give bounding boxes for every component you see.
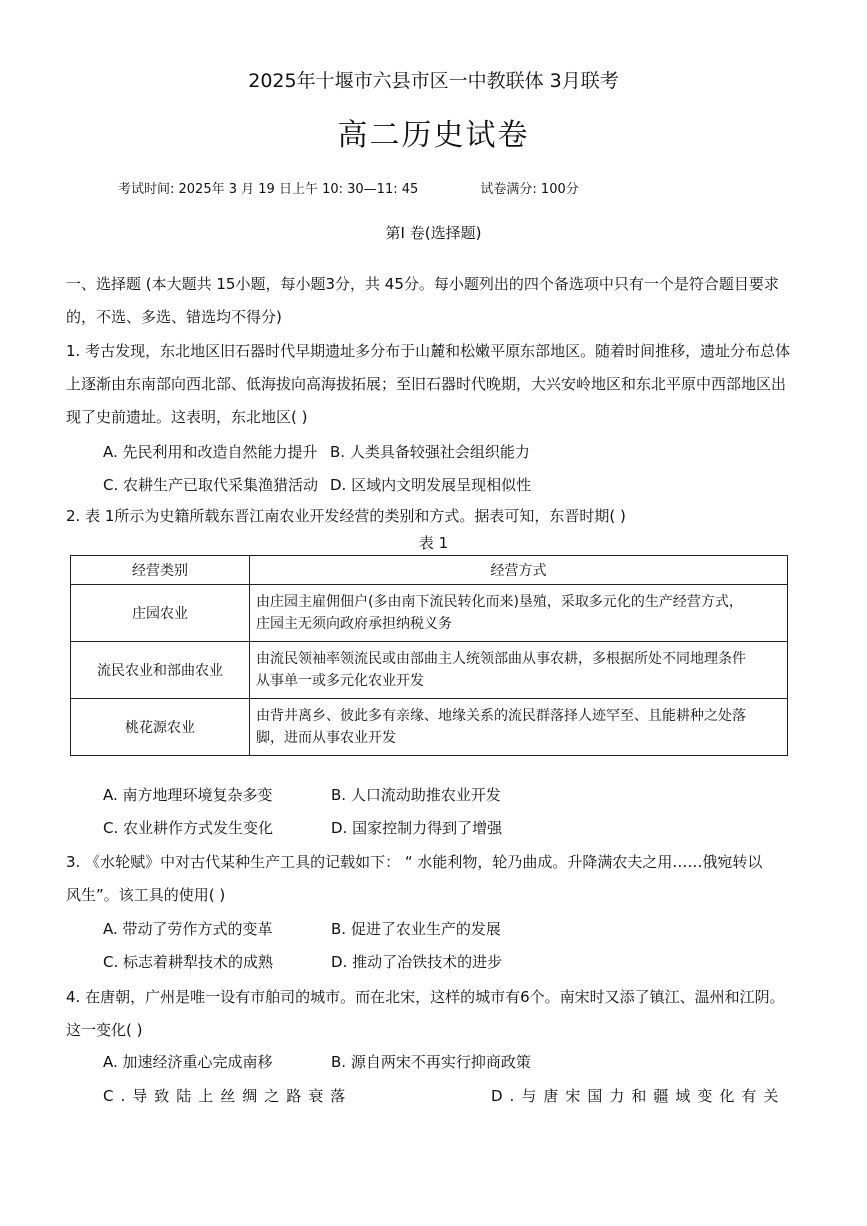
option-d: D. 推动了冶铁技术的进步 bbox=[331, 953, 503, 971]
option-b: B. 人口流动助推农业开发 bbox=[331, 786, 501, 804]
exam-title: 高二历史试卷 bbox=[337, 118, 530, 153]
section-intro bbox=[66, 268, 806, 334]
table-header-category: 经营类别 bbox=[71, 556, 250, 585]
question-2-options-row-1 bbox=[103, 784, 501, 805]
table-row bbox=[71, 642, 788, 699]
question-line: 2. 表 1所示为史籍所载东晋江南农业开发经营的类别和方式。据表可知，东晋时期( ) bbox=[66, 507, 626, 525]
method-line: 由庄园主雇佣佃户(多由南下流民转化而来)垦殖，采取多元化的生产经营方式， bbox=[256, 594, 743, 610]
option-c: C.导致陆上丝绸之路衰落 bbox=[103, 1087, 353, 1105]
option-a: A. 加速经济重心完成南移 bbox=[103, 1053, 273, 1071]
exam-time: 考试时间: 2025年 3 月 19 日上午 10: 30—11: 45 bbox=[118, 182, 419, 197]
question-1-options-row-1 bbox=[103, 441, 530, 462]
method-line: 从事单一或多元化农业开发 bbox=[256, 673, 424, 689]
option-c: C. 农耕生产已取代采集渔猎活动 bbox=[103, 476, 319, 494]
volume-title: 第Ⅰ 卷(选择题) bbox=[385, 224, 482, 242]
question-3-options-row-1 bbox=[103, 918, 501, 939]
question-4-options-row-2 bbox=[103, 1085, 785, 1106]
option-b: B. 促进了农业生产的发展 bbox=[331, 920, 501, 938]
option-d: D. 区域内文明发展呈现相似性 bbox=[330, 476, 532, 494]
exam-score: 试卷满分: 100分 bbox=[480, 182, 579, 197]
option-a: A. 南方地理环境复杂多变 bbox=[103, 786, 273, 804]
exam-info bbox=[118, 178, 579, 197]
table-cell-method bbox=[250, 699, 788, 756]
question-2-options-row-2 bbox=[103, 817, 502, 838]
exam-header: 2025年十堰市六县市区一中教联体 3月联考 bbox=[248, 70, 619, 92]
method-line: 庄园主无须向政府承担纳税义务 bbox=[256, 616, 452, 632]
question-2-stem bbox=[66, 500, 806, 533]
table-row bbox=[71, 585, 788, 642]
question-1-options-row-2 bbox=[103, 474, 531, 495]
option-b: B. 人类具备较强社会组织能力 bbox=[330, 443, 530, 461]
option-b: B. 源自两宋不再实行抑商政策 bbox=[331, 1053, 531, 1071]
option-a: A. 带动了劳作方式的变革 bbox=[103, 920, 273, 938]
question-1-stem bbox=[66, 335, 806, 434]
table-header-row bbox=[71, 556, 788, 585]
table-cell-method bbox=[250, 642, 788, 699]
method-line: 由背井离乡、彼此多有亲缘、地缘关系的流民群落择人迹罕至、且能耕种之处落 bbox=[256, 708, 746, 724]
table-header-method: 经营方式 bbox=[250, 556, 788, 585]
option-c: C. 标志着耕犁技术的成熟 bbox=[103, 953, 274, 971]
method-line: 由流民领袖率领流民或由部曲主人统领部曲从事农耕，多根据所处不同地理条件 bbox=[256, 651, 746, 667]
method-line: 脚，进而从事农业开发 bbox=[256, 730, 396, 746]
option-d: D. 国家控制力得到了增强 bbox=[331, 819, 503, 837]
table-caption: 表 1 bbox=[418, 534, 449, 552]
question-line: 现了史前遗址。这表明，东北地区( ) bbox=[66, 408, 308, 426]
section-intro-line: 一、选择题 (本大题共 15小题，每小题3分，共 45分。每小题列出的四个备选项中只有一个是符合题目要求 bbox=[66, 275, 779, 293]
question-line: 3. 《水轮赋》中对古代某种生产工具的记载如下： “ 水能利物，轮乃曲成。升降满农夫之用……俄宛转以 bbox=[66, 853, 763, 871]
question-4-options-row-1 bbox=[103, 1051, 531, 1072]
farming-table bbox=[70, 555, 788, 756]
question-3-stem bbox=[66, 846, 806, 912]
table-row bbox=[71, 699, 788, 756]
table-cell-method bbox=[250, 585, 788, 642]
option-a: A. 先民利用和改造自然能力提升 bbox=[103, 443, 318, 461]
question-line: 上逐渐由东南部向西北部、低海拔向高海拔拓展；至旧石器时代晚期，大兴安岭地区和东北平原中西部地区出 bbox=[66, 375, 787, 393]
question-4-stem bbox=[66, 981, 806, 1047]
section-intro-line: 的，不选、多选、错选均不得分) bbox=[66, 308, 282, 326]
table-cell-category: 流民农业和部曲农业 bbox=[71, 642, 250, 699]
option-c: C. 农业耕作方式发生变化 bbox=[103, 819, 274, 837]
question-3-options-row-2 bbox=[103, 951, 502, 972]
table-cell-category: 庄园农业 bbox=[71, 585, 250, 642]
question-line: 风生”。该工具的使用( ) bbox=[66, 886, 226, 904]
question-line: 这一变化( ) bbox=[66, 1021, 143, 1039]
option-d: D.与唐宋国力和疆域变化有关 bbox=[491, 1087, 786, 1105]
question-line: 1. 考古发现，东北地区旧石器时代早期遗址多分布于山麓和松嫩平原东部地区。随着时间推移，遗址分布总体 bbox=[66, 342, 791, 360]
question-line: 4. 在唐朝，广州是唯一设有市舶司的城市。而在北宋，这样的城市有6个。南宋时又添了镇江、温州和江阴。 bbox=[66, 988, 785, 1006]
table-cell-category: 桃花源农业 bbox=[71, 699, 250, 756]
